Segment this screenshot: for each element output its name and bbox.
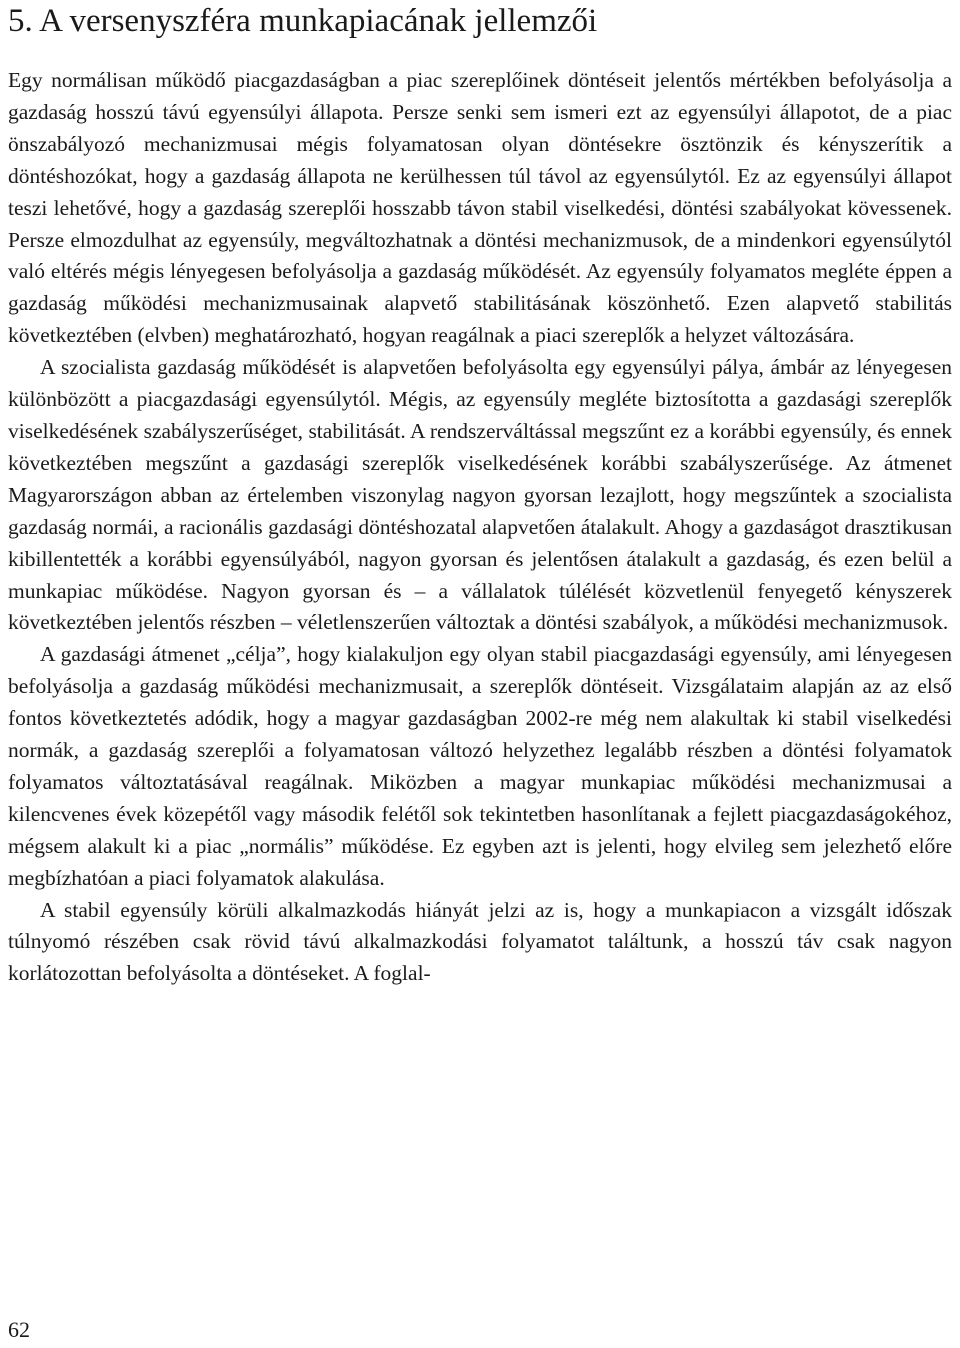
document-page <box>8 0 952 990</box>
paragraph-2: A szocialista gazdaság működését is alapvetően befolyásolta egy egyensúlyi pálya, ámbár az lényegesen különbözött a piacgazdasági egyensúlytól. Mégis, az egyensúly megléte biztosította a gazdasági szereplők viselkedésének szabályszerűséget, stabilitását. A rendszerváltással megszűnt ez a korábbi egyensúly, és ennek következtében megszűnt a gazdasági szereplők viselkedésének korábbi szabályszerűsége. Az átmenet Magyarországon abban az értelemben viszonylag nagyon gyorsan lezajlott, hogy megszűntek a szocialista gazdaság normái, a racionális gazdasági döntéshozatal alapvetően átalakult. Ahogy a gazdaságot drasztikusan kibillentették a korábbi egyensúlyából, nagyon gyorsan és jelentősen átalakult a gazdaság, és ezen belül a munkapiac működése. Nagyon gyorsan és – a vállalatok túlélését közvetlenül fenyegető kényszerek következtében jelentős részben – véletlenszerűen változtak a döntési szabályok, a működési mechanizmusok. <box>8 355 952 635</box>
section-heading: 5. A versenyszféra munkapiacának jellemzői <box>8 3 598 39</box>
page-number: 62 <box>8 1317 30 1342</box>
paragraph-4: A stabil egyensúly körüli alkalmazkodás hiányát jelzi az is, hogy a munkapiacon a vizsgált időszak túlnyomó részében csak rövid távú alkalmazkodási folyamatot találtunk, a hosszú táv csak nagyon korlátozottan befolyásolta a döntéseket. A foglal- <box>8 897 952 986</box>
paragraph-1: Egy normálisan működő piacgazdaságban a piac szereplőinek döntéseit jelentős mértékben befolyásolja a gazdaság hosszú távú egyensúlyi állapota. Persze senki sem ismeri ezt az egyensúlyi állapotot, de a piac önszabályozó mechanizmusai mégis folyamatosan olyan döntésekre ösztönzik és kényszerítik a döntéshozókat, hogy a gazdaság állapota ne kerülhessen túl távol az egyensúlytól. Ez az egyensúlyi állapot teszi lehetővé, hogy a gazdaság szereplői hosszabb távon stabil viselkedési, döntési szabályokat kövessenek. Persze elmozdulhat az egyensúly, megváltozhatnak a döntési mechanizmusok, de a mindenkori egyensúlytól való eltérés mégis lényegesen befolyásolja a gazdaság működését. Az egyensúly folyamatos megléte éppen a gazdaság működési mechanizmusainak alapvető stabilitásának köszönhető. Ezen alapvető stabilitás következtében (elvben) meghatározható, hogyan reagálnak a piaci szereplők a helyzet változására. <box>8 68 952 348</box>
body-text <box>8 65 952 990</box>
paragraph-3: A gazdasági átmenet „célja”, hogy kialakuljon egy olyan stabil piacgazdasági egyensúly, ami lényegesen befolyásolja a gazdaság működési mechanizmusait, a szereplők döntéseit. Vizsgálataim alapján az az első fontos következtetés adódik, hogy a magyar gazdaságban 2002-re még nem alakultak ki stabil viselkedési normák, a gazdaság szereplői a folyamatosan változó helyzethez legalább részben a döntési folyamatok folyamatos változtatásával reagálnak. Miközben a magyar munkapiac működési mechanizmusai a kilencvenes évek közepétől vagy második felétől sok tekintetben hasonlítanak a fejlett piacgazdaságokéhoz, mégsem alakult ki a piac „normális” működése. Ez egyben azt is jelenti, hogy elvileg sem jelezhető előre megbízhatóan a piaci folyamatok alakulása. <box>8 642 952 890</box>
